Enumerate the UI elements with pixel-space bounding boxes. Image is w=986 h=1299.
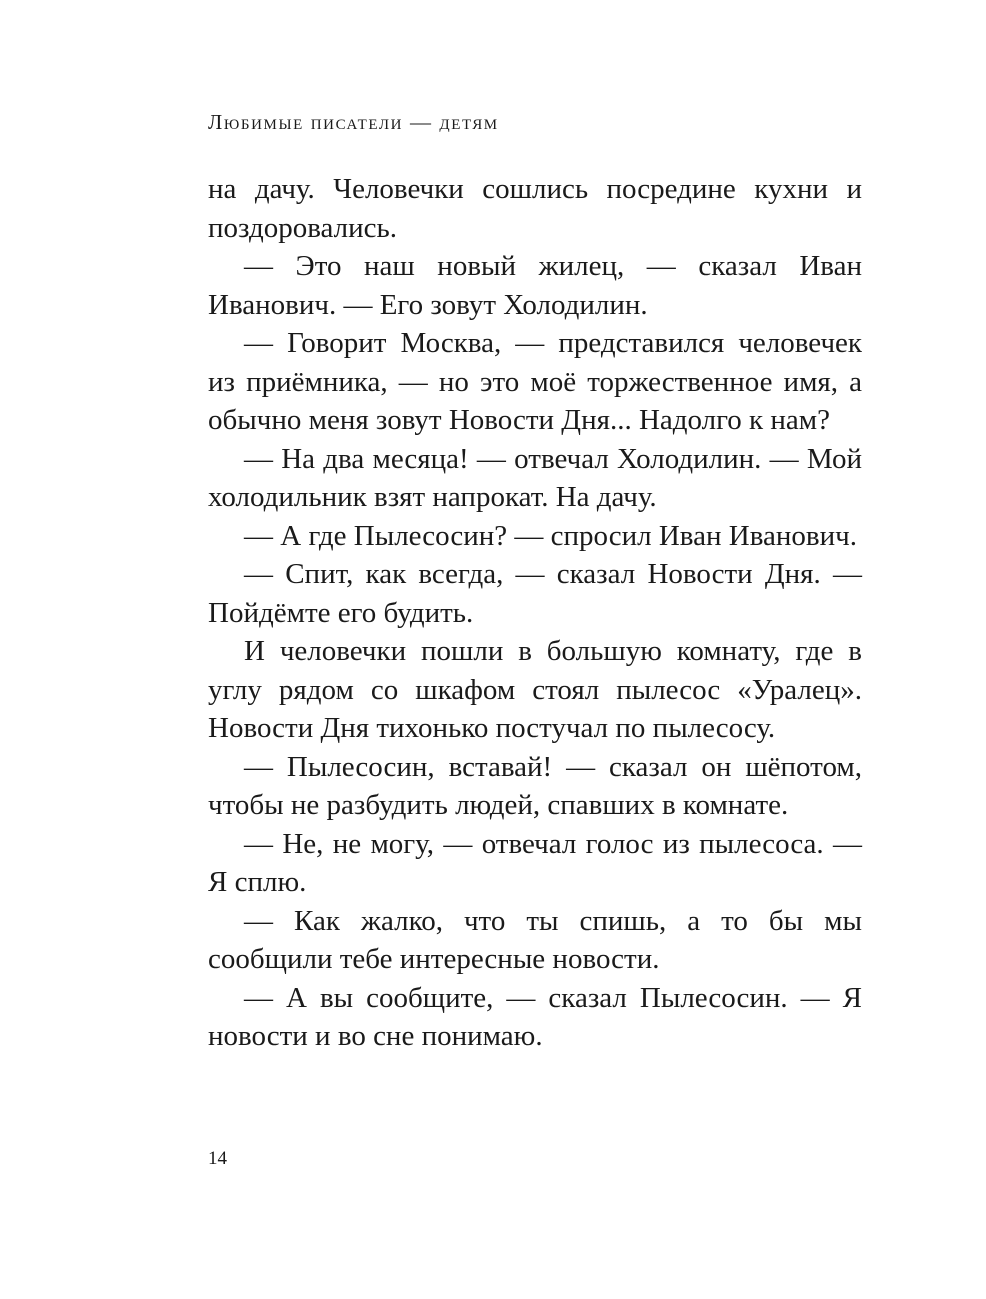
paragraph: — Не, не могу, — отвечал голос из пылесоса. — Я сплю. <box>208 827 862 898</box>
paragraph: — А где Пылесосин? — спросил Иван Иванович. <box>244 519 857 552</box>
paragraph: — А вы сообщите, — сказал Пылесосин. — Я новости и во сне понимаю. <box>208 981 862 1052</box>
paragraph: на дачу. Человечки сошлись посредине кухни и поздоровались. <box>208 173 862 244</box>
paragraph: И человечки пошли в большую комнату, где в углу рядом со шкафом стоял пылесос «Уралец». Новости Дня тихонько постучал по пылесосу. <box>208 635 862 744</box>
running-head: Любимые писатели — детям <box>208 110 499 134</box>
page-number: 14 <box>208 1148 227 1169</box>
paragraph: — На два месяца! — отвечал Холодилин. — Мой холодильник взят напрокат. На дачу. <box>208 442 862 513</box>
paragraph: — Это наш новый жилец, — сказал Иван Иванович. — Его зовут Холодилин. <box>208 250 862 321</box>
paragraph: — Пылесосин, вставай! — сказал он шёпотом, чтобы не разбудить людей, спавших в комнате. <box>208 750 862 821</box>
page-body <box>208 170 862 1056</box>
paragraph: — Говорит Москва, — представился человечек из приёмника, — но это моё торжественное имя, а обычно меня зовут Новости Дня... Надолго к нам? <box>208 327 862 436</box>
paragraph: — Как жалко, что ты спишь, а то бы мы сообщили тебе интересные новости. <box>208 904 862 975</box>
paragraph: — Спит, как всегда, — сказал Новости Дня. — Пойдёмте его будить. <box>208 558 862 629</box>
